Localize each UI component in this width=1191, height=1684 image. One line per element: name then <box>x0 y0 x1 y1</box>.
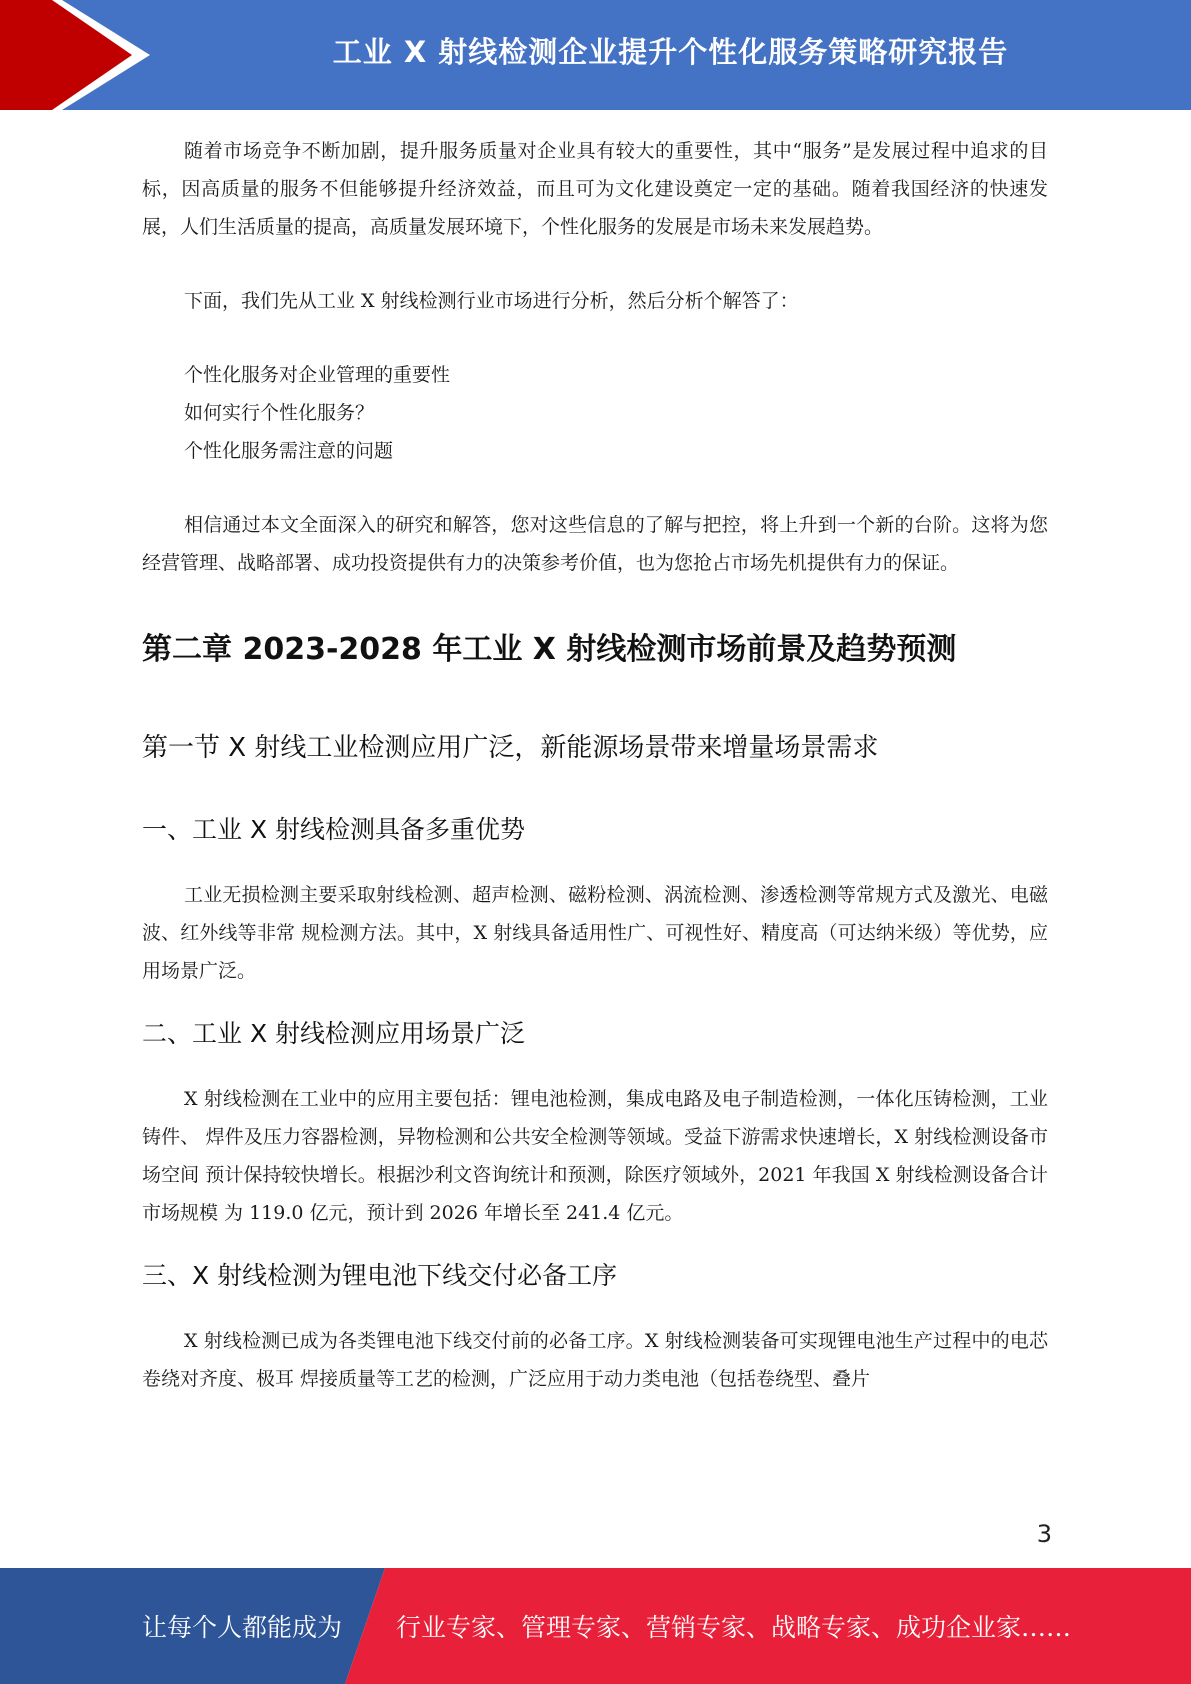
intro-list <box>142 356 1048 470</box>
list-item: 个性化服务对企业管理的重要性 <box>184 364 451 386</box>
subsection-heading-3: 三、X 射线检测为锂电池下线交付必备工序 <box>142 1261 618 1290</box>
subsection-heading-1: 一、工业 X 射线检测具备多重优势 <box>142 815 526 844</box>
footer-banner <box>0 1568 1191 1684</box>
header-banner <box>0 0 1191 110</box>
footer-slogan-right: 行业专家、管理专家、营销专家、战略专家、成功企业家…… <box>396 1613 1072 1642</box>
section-title: 第一节 X 射线工业检测应用广泛，新能源场景带来增量场景需求 <box>142 733 879 763</box>
intro-paragraph-3: 相信通过本文全面深入的研究和解答，您对这些信息的了解与把控，将上升到一个新的台阶。这将为您经营管理、战略部署、成功投资提供有力的决策参考价值，也为您抢占市场先机提供有力的保证。 <box>142 514 1048 574</box>
subsection-body-1: 工业无损检测主要采取射线检测、超声检测、磁粉检测、涡流检测、渗透检测等常规方式及激光、电磁波、红外线等非常 规检测方法。其中，X 射线具备适用性广、可视性好、精度高（可达纳米级）等优势，应用场景广泛。 <box>142 884 1048 982</box>
document-body <box>142 132 1048 1398</box>
subsection-body-3: X 射线检测已成为各类锂电池下线交付前的必备工序。X 射线检测装备可实现锂电池生产过程中的电芯卷绕对齐度、极耳 焊接质量等工艺的检测，广泛应用于动力类电池（包括卷绕型、叠片 <box>142 1330 1048 1390</box>
list-item: 个性化服务需注意的问题 <box>184 440 394 462</box>
header-title: 工业 X 射线检测企业提升个性化服务策略研究报告 <box>332 34 1009 69</box>
page-number: 3 <box>1036 1520 1052 1548</box>
footer-slogan-left: 让每个人都能成为 <box>142 1613 343 1642</box>
list-item: 如何实行个性化服务？ <box>184 402 375 424</box>
intro-paragraph-1: 随着市场竞争不断加剧，提升服务质量对企业具有较大的重要性，其中“服务”是发展过程中追求的目标，因高质量的服务不但能够提升经济效益，而且可为文化建设奠定一定的基础。随着我国经济的快速发展，人们生活质量的提高，高质量发展环境下，个性化服务的发展是市场未来发展趋势。 <box>142 140 1048 238</box>
subsection-heading-2: 二、工业 X 射线检测应用场景广泛 <box>142 1019 526 1048</box>
intro-paragraph-2: 下面，我们先从工业 X 射线检测行业市场进行分析，然后分析个解答了： <box>184 290 799 312</box>
subsection-body-2: X 射线检测在工业中的应用主要包括：锂电池检测，集成电路及电子制造检测，一体化压铸检测，工业铸件、 焊件及压力容器检测，异物检测和公共安全检测等领域。受益下游需求快速增长，X 射线检测设备市场空间 预计保持较快增长。根据沙利文咨询统计和预测，除医疗领域外，2021 年我国 X 射线检测设备合计市场规模 为 119.0 亿元，预计到 2026 年增长至 241.4 亿元。 <box>142 1088 1048 1224</box>
chapter-title: 第二章 2023-2028 年工业 X 射线检测市场前景及趋势预测 <box>142 632 957 667</box>
